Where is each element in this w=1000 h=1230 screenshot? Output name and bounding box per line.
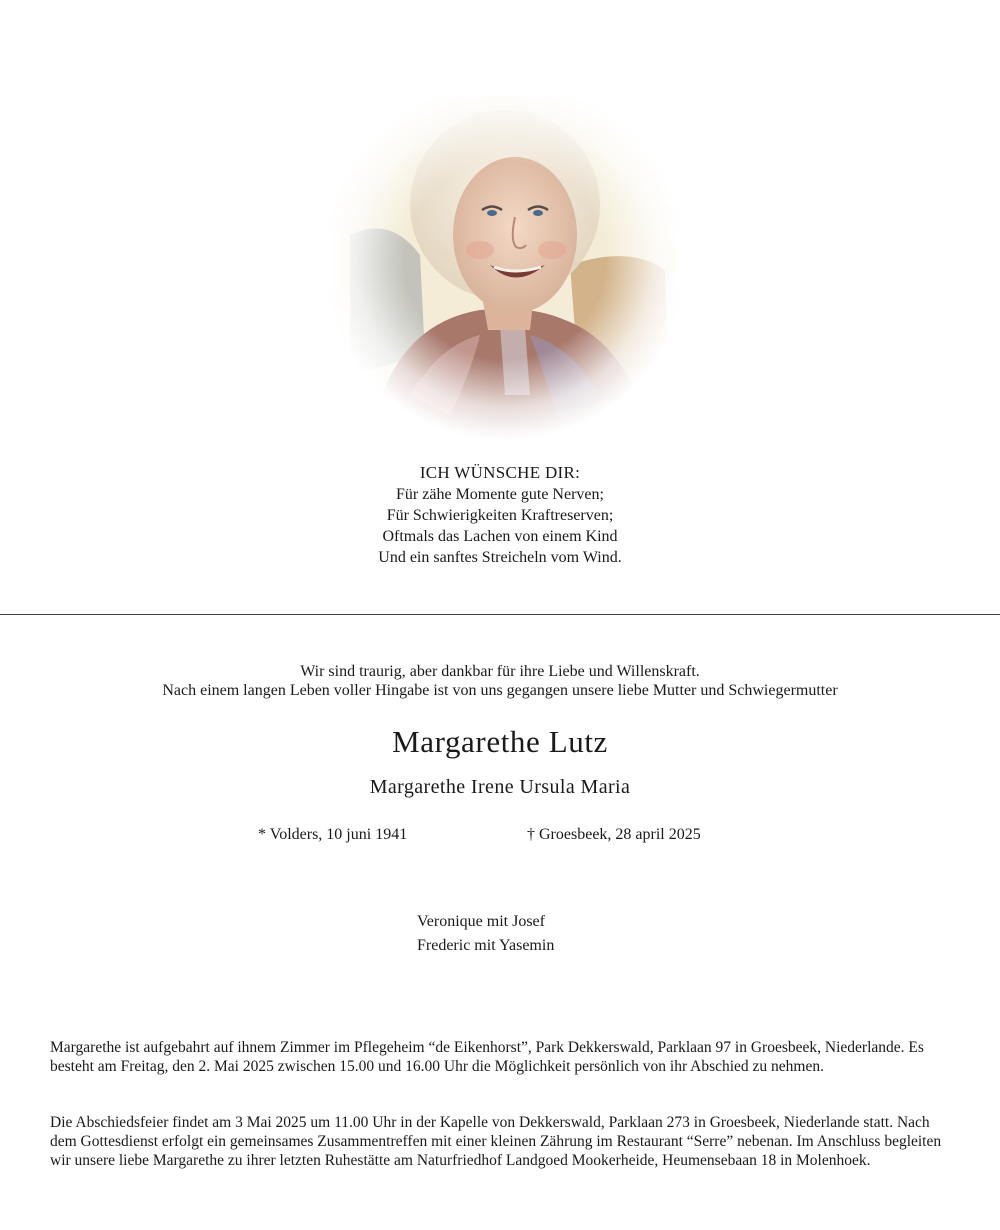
ceremony-notice: Die Abschiedsfeier findet am 3 Mai 2025 um 11.00 Uhr in der Kapelle von Dekkerswald, Parklaan 273 in Groesbeek, Niederlande statt. Nach dem Gottesdienst erfolgt ein gemeinsames Zusammentreffen mit einer kleinen Zährung im Restaurant “Serre” nebenan. Im Anschluss begleiten wir unsere liebe Margarethe zu ihrer letzten Ruhestätte am Naturfriedhof Landgoed Mookerheide, Heumensebaan 18 in Molenhoek. (50, 1114, 942, 1169)
family-member: Veronique mit Josef (417, 913, 545, 930)
poem-line: Und ein sanftes Streicheln vom Wind. (378, 549, 622, 566)
poem-line: Für zähe Momente gute Nerven; (396, 486, 604, 503)
deceased-name: Margarethe Lutz (392, 724, 608, 759)
divider (0, 614, 1000, 615)
poem-line: Oftmals das Lachen von einem Kind (382, 528, 618, 545)
deceased-full-name: Margarethe Irene Ursula Maria (369, 776, 631, 798)
poem-line: Für Schwierigkeiten Kraftreserven; (386, 507, 614, 524)
intro-line: Wir sind traurig, aber dankbar für ihre Liebe und Willenskraft. (300, 663, 700, 680)
family-member: Frederic mit Yasemin (417, 937, 555, 954)
family-list (417, 910, 554, 958)
intro-text (0, 662, 1000, 700)
viewing-notice: Margarethe ist aufgebahrt auf ihnem Zimmer im Pflegeheim “de Eikenhorst”, Park Dekkerswald, Parklaan 97 in Groesbeek, Niederlande. Es besteht am Freitag, den 2. Mai 2025 zwischen 15.00 und 16.00 Uhr die Möglichkeit persönlich von ihr Abschied zu nehmen. (50, 1039, 924, 1075)
intro-line: Nach einem langen Leben voller Hingabe ist von uns gegangen unsere liebe Mutter und Schwiegermutter (162, 682, 838, 699)
portrait-photo-icon (330, 95, 680, 440)
portrait-photo (330, 95, 680, 440)
poem-title: ICH WÜNSCHE DIR: (419, 463, 581, 482)
death-info: † Groesbeek, 28 april 2025 (527, 826, 701, 843)
birth-info: * Volders, 10 juni 1941 (258, 826, 408, 843)
poem (0, 462, 1000, 568)
